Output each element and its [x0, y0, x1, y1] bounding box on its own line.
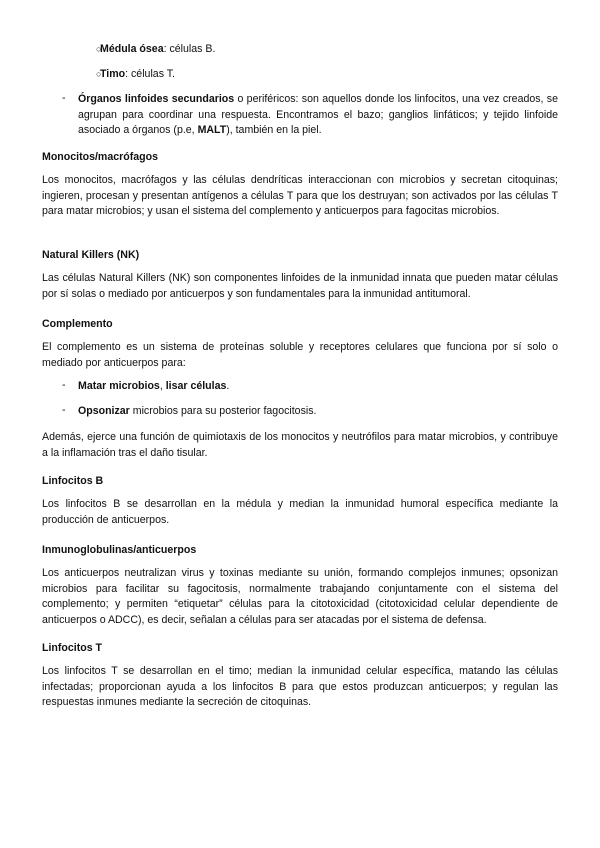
dash-bullet: - — [62, 379, 66, 391]
list-item-opsonizar: Opsonizar microbios para su posterior fagocitosis. — [78, 405, 317, 417]
section-body-complemento-intro: El complemento es un sistema de proteínas soluble y receptores celulares que funciona por sí solo o mediado por anticuerpos para: — [42, 341, 558, 369]
section-body-monocitos: Los monocitos, macrófagos y las células dendríticas interaccionan con microbios y secretan citoquinas; ingieren, procesan y presentan antígenos a células T para que los destruyan; son activados por las células T para matar microbios; y usan el sistema del complemento y anticuerpos para fagocitas microbios. — [42, 174, 558, 218]
circle-bullet: ○ — [96, 69, 102, 79]
dash-bullet: - — [62, 404, 66, 416]
section-heading-monocitos: Monocitos/macrófagos — [42, 151, 158, 163]
list-item-medula: Médula ósea: células B. — [100, 43, 216, 55]
section-body-linfocitos-t: Los linfocitos T se desarrollan en el timo; median la inmunidad celular específica, matando las células infectadas; proporcionan ayuda a los linfocitos B para que estos produzcan anticuerpos; y regulan las respuestas inmunes mediante la secreción de citoquinas. — [42, 665, 558, 709]
section-heading-linfocitos-b: Linfocitos B — [42, 475, 104, 487]
section-body-inmunoglobulinas: Los anticuerpos neutralizan virus y toxinas mediante su unión, formando complejos inmunes; opsonizan microbios para facilitar su fagocitosis, normalmente trabajando conjuntamente con el sistema del complemento; y permiten “etiquetar” células para la citotoxicidad (citotoxicidad celular dependiente de anticuerpos o ADCC), es decir, señalan a células para ser atacadas por el sistema de defensa. — [42, 567, 558, 626]
section-heading-inmunoglobulinas: Inmunoglobulinas/anticuerpos — [42, 544, 197, 556]
circle-bullet: ○ — [96, 44, 102, 54]
section-body-nk: Las células Natural Killers (NK) son componentes linfoides de la inmunidad innata que pueden matar células por sí solas o mediado por anticuerpos y son fundamentales para la inmunidad antitumoral. — [42, 272, 558, 300]
list-item-matar-microbios: Matar microbios, lisar células. — [78, 380, 230, 392]
section-heading-nk: Natural Killers (NK) — [42, 249, 140, 261]
section-body-linfocitos-b: Los linfocitos B se desarrollan en la médula y median la inmunidad humoral específica mediante la producción de anticuerpos. — [42, 498, 558, 526]
section-heading-linfocitos-t: Linfocitos T — [42, 642, 103, 654]
dash-bullet: - — [62, 92, 66, 104]
list-item-timo: Timo: células T. — [100, 68, 175, 80]
section-heading-complemento: Complemento — [42, 318, 113, 330]
list-item-secondary-organs: Órganos linfoides secundarios o periféricos: son aquellos donde los linfocitos, una vez creados, se agrupan para coordinar una respuesta. Encontramos el bazo; ganglios linfáticos; y tejido linfoide asociado a órganos (p.e, MALT), también en la piel. — [78, 93, 558, 137]
section-body-complemento-outro: Además, ejerce una función de quimiotaxis de los monocitos y neutrófilos para matar microbios, y contribuye a la inflamación tras el daño tisular. — [42, 431, 558, 459]
